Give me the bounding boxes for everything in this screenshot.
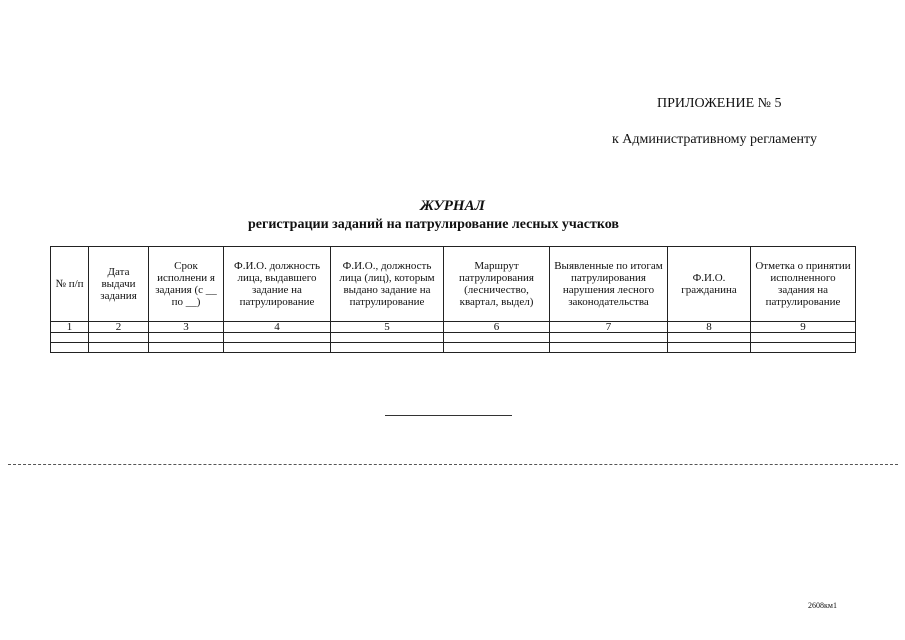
table-cell xyxy=(89,343,149,353)
table-cell xyxy=(331,343,444,353)
table-cell xyxy=(331,333,444,343)
column-header: Выявленные по итогам патрулирования нарушения лесного законодательства xyxy=(550,247,668,322)
document-title: ЖУРНАЛ xyxy=(420,198,485,214)
table-cell xyxy=(751,343,856,353)
column-number: 2 xyxy=(89,322,149,333)
column-header: Срок исполнени я задания (с __ по __) xyxy=(149,247,224,322)
column-number-row xyxy=(51,322,856,333)
table-row xyxy=(51,333,856,343)
table-cell xyxy=(668,333,751,343)
table-row xyxy=(51,343,856,353)
column-header: Отметка о принятии исполненного задания на патрулирование xyxy=(751,247,856,322)
page-fold-line xyxy=(8,464,898,465)
table-cell xyxy=(550,343,668,353)
column-header: Ф.И.О., должность лица (лиц), которым выдано задание на патрулирование xyxy=(331,247,444,322)
column-number: 8 xyxy=(668,322,751,333)
document-subtitle: регистрации заданий на патрулирование лесных участков xyxy=(248,217,619,232)
column-number: 1 xyxy=(51,322,89,333)
column-header: Ф.И.О. должность лица, выдавшего задание на патрулирование xyxy=(224,247,331,322)
column-number: 7 xyxy=(550,322,668,333)
table-cell xyxy=(51,333,89,343)
table-cell xyxy=(149,343,224,353)
journal-table xyxy=(50,246,856,353)
table-cell xyxy=(51,343,89,353)
column-number: 5 xyxy=(331,322,444,333)
column-header: № п/п xyxy=(51,247,89,322)
appendix-title: ПРИЛОЖЕНИЕ № 5 xyxy=(657,96,782,111)
table-cell xyxy=(668,343,751,353)
table-cell xyxy=(89,333,149,343)
table-cell xyxy=(444,343,550,353)
table-cell xyxy=(224,343,331,353)
appendix-reference: к Административному регламенту xyxy=(612,132,817,147)
table-header-row xyxy=(51,247,856,322)
table-cell xyxy=(751,333,856,343)
column-header: Ф.И.О. гражданина xyxy=(668,247,751,322)
column-header: Дата выдачи задания xyxy=(89,247,149,322)
column-number: 3 xyxy=(149,322,224,333)
column-number: 9 xyxy=(751,322,856,333)
table-cell xyxy=(550,333,668,343)
footer-code: 2608км1 xyxy=(808,601,837,610)
column-number: 6 xyxy=(444,322,550,333)
column-number: 4 xyxy=(224,322,331,333)
table-cell xyxy=(149,333,224,343)
table-cell xyxy=(444,333,550,343)
divider-line xyxy=(385,415,512,416)
table-cell xyxy=(224,333,331,343)
column-header: Маршрут патрулирования (лесничество, квартал, выдел) xyxy=(444,247,550,322)
